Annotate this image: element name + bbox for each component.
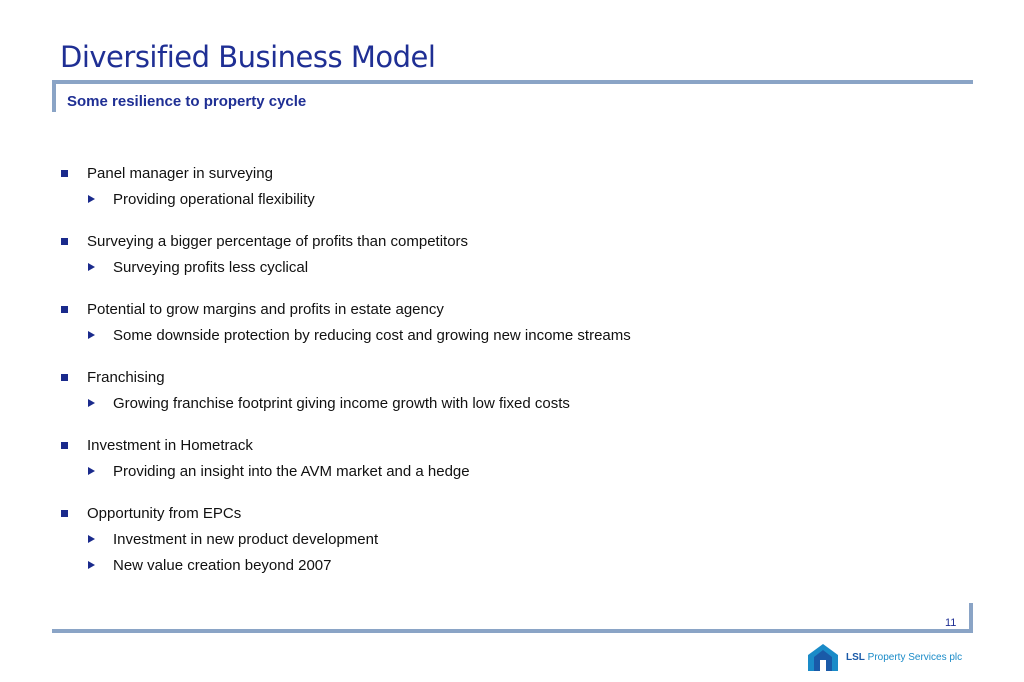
logo-name: Property Services plc xyxy=(867,651,963,663)
bullet-list xyxy=(56,160,956,594)
slide-subtitle: Some resilience to property cycle xyxy=(67,93,307,110)
sub-bullet-text: Investment in new product development xyxy=(113,530,379,548)
logo-brand: LSL xyxy=(846,651,865,663)
page-number: 11 xyxy=(945,617,957,629)
square-bullet-icon xyxy=(61,374,68,381)
bullet-item xyxy=(56,500,956,578)
square-bullet-icon xyxy=(61,442,68,449)
slide-title: Diversified Business Model xyxy=(60,40,436,74)
bullet-item xyxy=(56,364,956,416)
bullet-text: Panel manager in surveying xyxy=(87,164,273,182)
sub-bullet-text: Surveying profits less cyclical xyxy=(113,258,309,276)
sub-bullet-text: Some downside protection by reducing cost and growing new income streams xyxy=(113,326,631,344)
bullet-item xyxy=(56,160,956,212)
footer-rule xyxy=(52,629,973,633)
bullet-item xyxy=(56,296,956,348)
bullet-text: Potential to grow margins and profits in estate agency xyxy=(87,300,444,318)
sub-bullet-text: Providing an insight into the AVM market and a hedge xyxy=(113,462,470,480)
triangle-bullet-icon xyxy=(88,561,95,569)
square-bullet-icon xyxy=(61,238,68,245)
square-bullet-icon xyxy=(61,306,68,313)
house-logo-icon xyxy=(806,641,840,673)
bullet-text: Investment in Hometrack xyxy=(87,436,253,454)
sub-bullet-text: Growing franchise footprint giving income growth with low fixed costs xyxy=(113,394,570,412)
square-bullet-icon xyxy=(61,510,68,517)
bullet-item xyxy=(56,228,956,280)
bullet-item xyxy=(56,432,956,484)
triangle-bullet-icon xyxy=(88,195,95,203)
bullet-text: Franchising xyxy=(87,368,165,386)
sub-bullet-text: Providing operational flexibility xyxy=(113,190,315,208)
square-bullet-icon xyxy=(61,170,68,177)
bullet-text: Opportunity from EPCs xyxy=(87,504,242,522)
triangle-bullet-icon xyxy=(88,331,95,339)
triangle-bullet-icon xyxy=(88,263,95,271)
company-logo xyxy=(806,640,966,674)
triangle-bullet-icon xyxy=(88,467,95,475)
bullet-text: Surveying a bigger percentage of profits than competitors xyxy=(87,232,469,250)
triangle-bullet-icon xyxy=(88,535,95,543)
title-underline xyxy=(52,80,973,84)
triangle-bullet-icon xyxy=(88,399,95,407)
subtitle-accent-bar xyxy=(52,84,56,112)
sub-bullet-text: New value creation beyond 2007 xyxy=(113,556,332,574)
